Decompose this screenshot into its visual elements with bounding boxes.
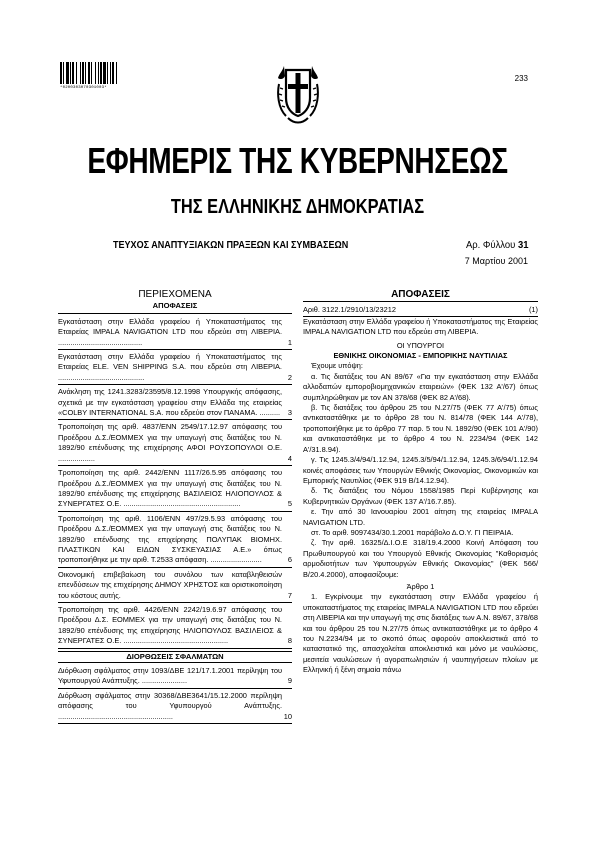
toc-page: 5 bbox=[287, 499, 292, 509]
decisions-heading: ΑΠΟΦΑΣΕΙΣ bbox=[303, 290, 538, 302]
contents-column bbox=[58, 290, 292, 726]
considering-label: Έχουμε υπόψη: bbox=[311, 361, 363, 371]
toc-item[interactable]: Τροποποίηση της αριθ. 4837/ΕΝΝ 2549/17.12.97 απόφασης του Προέδρου Δ.Σ./ΕΟΜΜΕΧ για την υπαγωγή στις διατάξεις του Ν. 1892/90 επένδυσης της επιχείρησης ΑΦΟΙ ΡΟΥΣΟΠΟΥΛΟΙ Ο.Ε. .................. 4 bbox=[58, 422, 292, 466]
article-text: 1. Εγκρίνουμε την εγκατάσταση στην Ελλάδα γραφείου ή υποκαταστήματος της εταιρείας IMPALA NAVIGATION LTD που εδρεύει στη ΛΙΒΕΡΙΑ και την υπαγωγή της στις διατάξεις των Α.Ν. 89/67, 378/68 και του άρθρου 25 του Ν.27/75 όπως αντικαταστάθηκε με το άρθρο 4 του Ν.2234/94 με το σκοπό όπως αφορούν αποκλειστικά από το καταστατικό της, απασχολείται αποκλειστικά και μόνο με ναυλώσεις, μεσιτεία ναυλώσεων ή αγοραπωλησιών ή ναυπηγήσεων πλοίων με Ελληνική ή ξένη σημαία πάνω bbox=[303, 592, 538, 675]
gazette-subtitle: ΤΗΣ ΕΛΛΗΝΙΚΗΣ ΔΗΜΟΚΡΑΤΙΑΣ bbox=[170, 196, 425, 218]
toc-page: 9 bbox=[287, 676, 292, 686]
issue-date: 7 Μαρτίου 2001 bbox=[464, 256, 528, 266]
ministers-title: ΟΙ ΥΠΟΥΡΓΟΙ bbox=[396, 340, 445, 350]
barcode bbox=[60, 62, 150, 84]
decisions-column bbox=[303, 290, 538, 676]
barcode-bar bbox=[116, 62, 117, 84]
page-number: 233 bbox=[514, 74, 528, 83]
article-heading: Άρθρο 1 bbox=[406, 581, 435, 591]
decision-paragraph: στ. Το αριθ. 9097434/30.1.2001 παράβολο Δ.Ο.Υ. ΓΙ ΠΕΙΡΑΙΑ. bbox=[311, 527, 514, 537]
toc-item[interactable]: Τροποποίηση της αριθ. 2442/ΕΝΝ 1117/26.5.95 απόφασης του Προέδρου Δ.Σ./ΕΟΜΜΕΧ για την υπαγωγή στις διατάξεις του Ν. 1892/90 επένδυσης της επιχείρησης ΒΑΣΙΛΕΙΟΣ ΗΛΙΟΠΟΥΛΟΣ & ΣΥΝΕΡΓΑΤΕΣ Ο.Ε. ......................................................... 5 bbox=[58, 468, 292, 512]
toc-page: 7 bbox=[287, 590, 292, 600]
toc-page: 8 bbox=[287, 636, 292, 646]
toc-page: 10 bbox=[283, 711, 292, 721]
toc-page: 2 bbox=[287, 372, 292, 382]
contents-decisions-heading: ΑΠΟΦΑΣΕΙΣ bbox=[58, 301, 292, 313]
contents-heading: ΠΕΡΙΕΧΟΜΕΝΑ bbox=[138, 289, 212, 300]
toc-item[interactable]: Τροποποίηση της αριθ. 4426/ΕΝΝ 2242/19.6.97 απόφασης του Προέδρου Δ.Σ. ΕΟΜΜΕΧ για την υπαγωγή στις διατάξεις του Ν. 1892/90 επένδυσης της επιχείρησης ΗΛΙΟΠΟΥΛΟΣ ΒΑΣΙΛΕΙΟΣ & ΣΥΝΕΡΓΑΤΕΣ Ο.Ε. ................................................... 8 bbox=[58, 605, 292, 649]
corrections-heading: ΔΙΟΡΘΩΣΕΙΣ ΣΦΑΛΜΑΤΩΝ bbox=[58, 651, 292, 663]
decision-reference bbox=[303, 305, 538, 316]
toc-page: 4 bbox=[287, 453, 292, 463]
decision-paragraph: ε. Την από 30 Ιανουαρίου 2001 αίτηση της εταιρείας IMPALA NAVIGATION LTD. bbox=[303, 507, 538, 527]
decision-intro: Εγκατάσταση στην Ελλάδα γραφείου ή Υποκαταστήματος της Εταιρείας IMPALA NAVIGATION LTD που εδρεύει στη ΛΙΒΕΡΙΑ. bbox=[303, 316, 538, 337]
toc-item[interactable]: Οικονομική επιβεβαίωση του συνόλου των καταβληθεισών επενδύσεων της επιχείρησης ΔΗΜΟΥ ΧΡΗΣΤΟΣ και οριστικοποίηση του κόστους αυτής. 7 bbox=[58, 570, 292, 603]
decision-mark: (1) bbox=[528, 305, 538, 315]
decision-paragraph: β. Τις διατάξεις του άρθρου 25 του Ν.27/75 (ΦΕΚ 77 Α'/75) όπως αντικαταστάθηκε με το άρθρο 28 του Ν. 814/78 (ΦΕΚ 144 Α'/78), τροποποιήθηκε με το άρθρο 77 παρ. 5 του Ν. 1892/90 (ΦΕΚ 101 Α'/90) και αντικαταστάθηκε με το άρθρο 4 του Ν. 2234/94 (ΦΕΚ 142 Α'/31.8.94). bbox=[303, 403, 538, 454]
toc-item[interactable]: Ανάκληση της 1241.3283/23595/8.12.1998 Υπουργικής απόφασης, σχετικά με την εγκατάσταση γραφείου στην Ελλάδα της εταιρείας «COLBY INTERNATIONAL S.A. που εδρεύει στον ΠΑΝΑΜΑ. .......... 3 bbox=[58, 387, 292, 420]
coat-of-arms-icon bbox=[276, 64, 320, 126]
toc-item[interactable]: Τροποποίηση της αριθ. 1106/ΕΝΝ 497/29.5.93 απόφασης του Προέδρου Δ.Σ./ΕΟΜΜΕΧ για την υπαγωγή στις διατάξεις του Ν. 1892/90 επένδυσης της επιχείρησης ΠΟΛΥΠΑΚ ΒΙΟΜΗΧ. ΠΛΑΣΤΙΚΩΝ ΚΑΙ ΕΙΔΩΝ ΣΥΣΚΕΥΑΣΙΑΣ Α.Ε.» όπως τροποποιήθηκε με την αριθ. Τ.2533 απόφαση. ......................... 6 bbox=[58, 514, 292, 568]
gazette-title: ΕΦΗΜΕΡΙΣ ΤΗΣ ΚΥΒΕΡΝΗΣΕΩΣ bbox=[87, 140, 508, 181]
ministers-line: ΕΘΝΙΚΗΣ ΟΙΚΟΝΟΜΙΑΣ - ΕΜΠΟΡΙΚΗΣ ΝΑΥΤΙΛΙΑΣ bbox=[333, 351, 508, 361]
toc-item[interactable]: Εγκατάσταση στην Ελλάδα γραφείου ή Υποκαταστήματος της Εταιρείας IMPALA NAVIGATION LTD που εδρεύει στη ΛΙΒΕΡΙΑ. ......................................... 1 bbox=[58, 317, 292, 350]
series-title: ΤΕΥΧΟΣ ΑΝΑΠΤΥΞΙΑΚΩΝ ΠΡΑΞΕΩΝ ΚΑΙ ΣΥΜΒΑΣΕΩΝ bbox=[113, 239, 349, 251]
toc-page: 1 bbox=[287, 337, 292, 347]
toc-page: 3 bbox=[287, 408, 292, 418]
decision-paragraph: δ. Τις διατάξεις του Νόμου 1558/1985 Περί Κυβέρνησης και Κυβερνητικών Οργάνων (ΦΕΚ 137 Α'/16.7.85). bbox=[303, 486, 538, 506]
toc-item[interactable]: Εγκατάσταση στην Ελλάδα γραφείου ή Υποκαταστήματος της Εταιρείας ELE. VEN SHIPPING S.A. που εδρεύει στη ΛΙΒΕΡΙΑ. .......................................... 2 bbox=[58, 352, 292, 385]
toc-page: 6 bbox=[287, 555, 292, 565]
issue-number: 31 bbox=[517, 239, 528, 251]
barcode-number: *0200303070301003* bbox=[60, 86, 107, 90]
decision-paragraph: α. Τις διατάξεις του ΑΝ 89/67 «Για την εγκατάσταση στην Ελλάδα αλλοδαπών εμπορoβιομηχανικών εταιρειών» (ΦΕΚ 132 Α'/67) όπως συμπληρώθηκαν με τον ΑΝ 378/68 (ΦΕΚ 82 Α'/68). bbox=[303, 371, 538, 402]
issue-label: Αρ. Φύλλου bbox=[465, 239, 515, 251]
decision-paragraph: ζ. Την αριθ. 16325/Δ.Ι.Ο.Ε 318/19.4.2000 Κοινή Απόφαση του Πρωθυπουργού και του Υπουργού Εθνικής Οικονομίας "Καθορισμός αρμοδιοτήτων των Υφυπουργών Εθνικής Οικονομίας" (ΦΕΚ 566/Β/20.4.2000), αποφασίζουμε: bbox=[303, 538, 538, 579]
decision-paragraph: γ. Τις 1245.3/4/94/1.12.94, 1245.3/5/94/1.12.94, 1245.3/6/94/1.12.94 κοινές αποφάσεις των Υπουργών Εθνικής Οικονομίας, Οικονομικών και Εμπορικής Ναυτιλίας (ΦΕΚ 919 Β/14.12.94). bbox=[303, 455, 538, 485]
decision-number: Αριθ. 3122.1/2910/13/23212 bbox=[303, 305, 396, 315]
issue-info bbox=[465, 239, 528, 251]
toc-item[interactable]: Διόρθωση σφάλματος στην 1093/ΔΒΕ 121/17.1.2001 περίληψη του Υφυπουργού Ανάπτυξης. ...................... 9 bbox=[58, 666, 292, 689]
toc-item[interactable]: Διόρθωση σφάλματος στην 30368/ΔΒΕ3641/15.12.2000 περίληψη απόφασης του Υφυπουργού Ανάπτυξης. ........................................................ 10 bbox=[58, 691, 292, 724]
